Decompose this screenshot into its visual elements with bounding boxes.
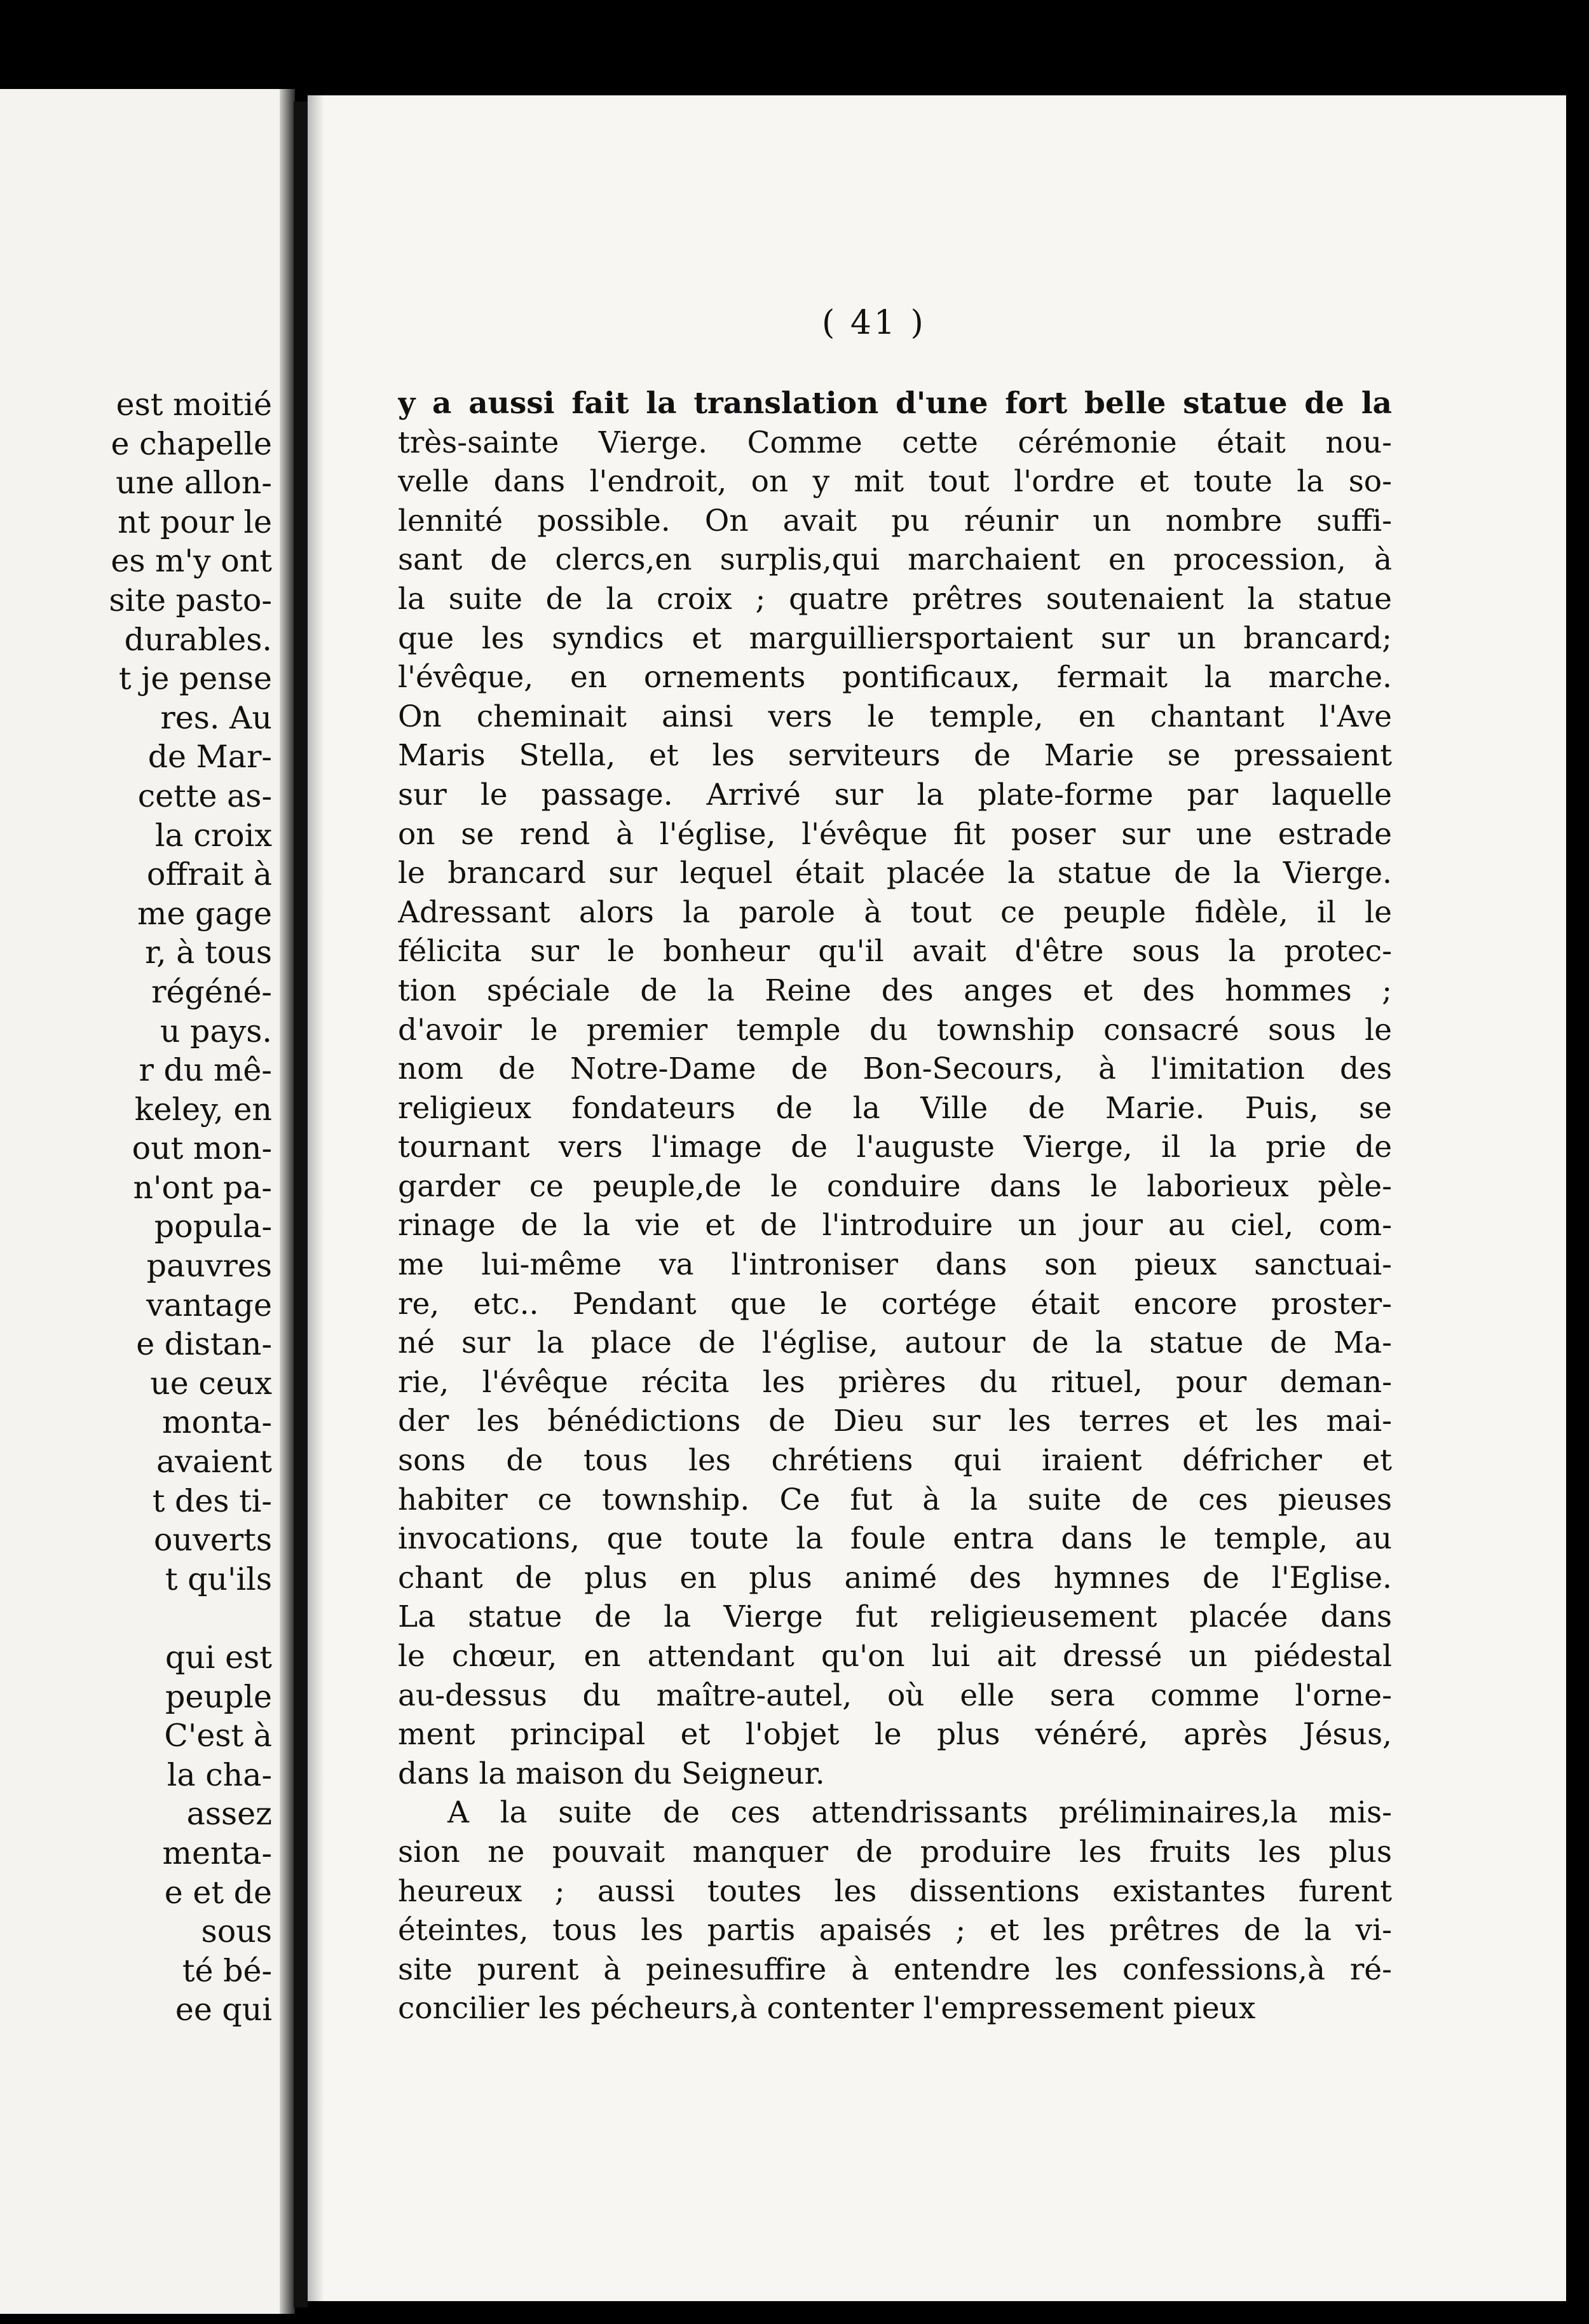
text-line: nom de Notre-Dame de Bon-Secours, à l'imitation des xyxy=(398,1051,1392,1087)
text-line: chant de plus en plus animé des hymnes de l'Eglise. xyxy=(398,1560,1392,1596)
text-line: né sur la place de l'église, autour de la statue de Ma- xyxy=(398,1325,1392,1361)
text-line: garder ce peuple,de le conduire dans le laborieux pèle- xyxy=(398,1168,1392,1204)
left-page-line: e distan- xyxy=(136,1326,272,1363)
left-page-line: t qu'ils xyxy=(165,1561,272,1597)
text-line: félicita sur le bonheur qu'il avait d'être sous la protec- xyxy=(398,934,1392,969)
left-page-line: r, à tous xyxy=(145,934,272,971)
text-line: que les syndics et marguilliersportaient sur un brancard; xyxy=(398,620,1392,656)
left-page-line: nt pour le xyxy=(118,503,272,540)
left-page-line: ue ceux xyxy=(150,1365,272,1402)
page-number: ( 41 ) xyxy=(822,304,926,342)
left-page-line: e et de xyxy=(164,1874,272,1911)
left-page-line: ouverts xyxy=(154,1522,272,1559)
left-page xyxy=(0,89,286,2314)
text-line: on se rend à l'église, l'évêque fit poser sur une estrade xyxy=(398,816,1392,852)
text-line: tion spéciale de la Reine des anges et des hommes ; xyxy=(398,973,1392,1008)
text-line: sons de tous les chrétiens qui iraient défricher et xyxy=(398,1443,1392,1479)
text-line: re, etc.. Pendant que le cortége était encore proster- xyxy=(398,1286,1392,1322)
text-line: velle dans l'endroit, on y mit tout l'ordre et toute la so- xyxy=(398,464,1392,500)
text-line: rie, l'évêque récita les prières du rituel, pour deman- xyxy=(398,1364,1392,1400)
left-page-line: es m'y ont xyxy=(111,543,272,580)
left-page-line: pauvres xyxy=(146,1248,272,1285)
book-gutter xyxy=(294,102,308,2307)
text-line: Maris Stella, et les serviteurs de Marie se pressaient xyxy=(398,738,1392,774)
left-page-line: vantage xyxy=(146,1287,272,1323)
left-page-line: monta- xyxy=(162,1404,272,1441)
left-page-line xyxy=(0,1599,272,1638)
text-line: dans la maison du Seigneur. xyxy=(398,1756,825,1791)
text-line: éteintes, tous les partis apaisés ; et les prêtres de la vi- xyxy=(398,1913,1392,1948)
text-line: religieux fondateurs de la Ville de Marie. Puis, se xyxy=(398,1090,1392,1126)
left-page-line: C'est à xyxy=(164,1718,272,1754)
left-page-line: est moitié xyxy=(116,386,272,423)
left-page-line: keley, en xyxy=(134,1091,272,1128)
left-page-line: cette as- xyxy=(137,777,272,814)
left-page-line: t des ti- xyxy=(152,1482,272,1519)
left-page-line: offrait à xyxy=(146,856,272,893)
left-page-line: r du mê- xyxy=(139,1052,272,1089)
text-line: le brancard sur lequel était placée la statue de la Vierge. xyxy=(398,856,1392,891)
left-page-line: me gage xyxy=(137,895,272,932)
text-line: la suite de la croix ; quatre prêtres soutenaient la statue xyxy=(398,581,1392,617)
left-page-line: la cha- xyxy=(167,1756,272,1793)
left-page-line: peuple xyxy=(165,1678,272,1715)
text-line: sion ne pouvait manquer de produire les fruits les plus xyxy=(398,1834,1392,1869)
text-line: sur le passage. Arrivé sur la plate-forme par laquelle xyxy=(398,777,1392,812)
left-page-line: assez xyxy=(186,1796,272,1833)
left-page-line: sous xyxy=(201,1913,272,1950)
left-page-line: la croix xyxy=(154,817,272,854)
text-line: habiter ce township. Ce fut à la suite de ces pieuses xyxy=(398,1482,1392,1517)
text-line: ment principal et l'objet le plus vénéré, après Jésus, xyxy=(398,1717,1392,1753)
left-page-line: de Mar- xyxy=(147,739,272,776)
left-page-line: out mon- xyxy=(132,1130,272,1167)
text-line: La statue de la Vierge fut religieusement placée dans xyxy=(398,1599,1392,1635)
text-line: au-dessus du maître-autel, où elle sera comme l'orne- xyxy=(398,1678,1392,1713)
left-page-line: durables. xyxy=(124,621,272,658)
text-line: lennité possible. On avait pu réunir un nombre suffi- xyxy=(398,503,1392,538)
text-line: tournant vers l'image de l'auguste Vierge, il la prie de xyxy=(398,1130,1392,1165)
text-line: On cheminait ainsi vers le temple, en chantant l'Ave xyxy=(398,699,1392,734)
left-page-line: t je pense xyxy=(118,660,272,697)
text-line: me lui-même va l'introniser dans son pieux sanctuai- xyxy=(398,1247,1392,1283)
left-page-line: une allon- xyxy=(116,465,272,502)
text-line: concilier les pécheurs,à contenter l'empressement pieux xyxy=(398,1991,1256,2027)
left-page-line: té bé- xyxy=(182,1952,272,1989)
left-page-line: qui est xyxy=(165,1639,272,1676)
text-line: le chœur, en attendant qu'on lui ait dressé un piédestal xyxy=(398,1639,1392,1674)
left-page-line: u pays. xyxy=(160,1013,272,1049)
left-page-line: menta- xyxy=(162,1835,272,1871)
left-page-line: avaient xyxy=(156,1444,272,1480)
text-line: y a aussi fait la translation d'une fort belle statue de la xyxy=(398,386,1392,421)
text-line: Adressant alors la parole à tout ce peuple fidèle, il le xyxy=(398,894,1392,930)
left-page-line: popula- xyxy=(154,1208,272,1245)
left-page-line: e chapelle xyxy=(111,425,272,462)
text-line: très-sainte Vierge. Comme cette cérémonie était nou- xyxy=(398,425,1392,460)
text-line: sant de clercs,en surplis,qui marchaient en procession, à xyxy=(398,542,1392,578)
text-line: rinage de la vie et de l'introduire un jour au ciel, com- xyxy=(398,1208,1392,1243)
left-page-fold xyxy=(280,89,295,2314)
text-line: d'avoir le premier temple du township consacré sous le xyxy=(398,1012,1392,1048)
text-line: invocations, que toute la foule entra dans le temple, au xyxy=(398,1521,1392,1557)
text-line: A la suite de ces attendrissants préliminaires,la mis- xyxy=(447,1795,1392,1831)
text-line: der les bénédictions de Dieu sur les terres et les mai- xyxy=(398,1404,1392,1439)
right-page-shadow xyxy=(308,95,324,2301)
text-line: l'évêque, en ornements pontificaux, fermait la marche. xyxy=(398,660,1392,695)
body-text xyxy=(398,384,1392,2028)
text-line: heureux ; aussi toutes les dissentions existantes furent xyxy=(398,1873,1392,1909)
left-page-line: res. Au xyxy=(160,699,272,736)
left-page-text xyxy=(0,385,272,2030)
left-page-line: régéné- xyxy=(151,973,272,1010)
left-page-line: ee qui xyxy=(175,1992,272,2028)
left-page-line: n'ont pa- xyxy=(133,1169,272,1206)
left-page-line: site pasto- xyxy=(109,582,272,619)
text-line: site purent à peinesuffire à entendre les confessions,à ré- xyxy=(398,1951,1392,1987)
